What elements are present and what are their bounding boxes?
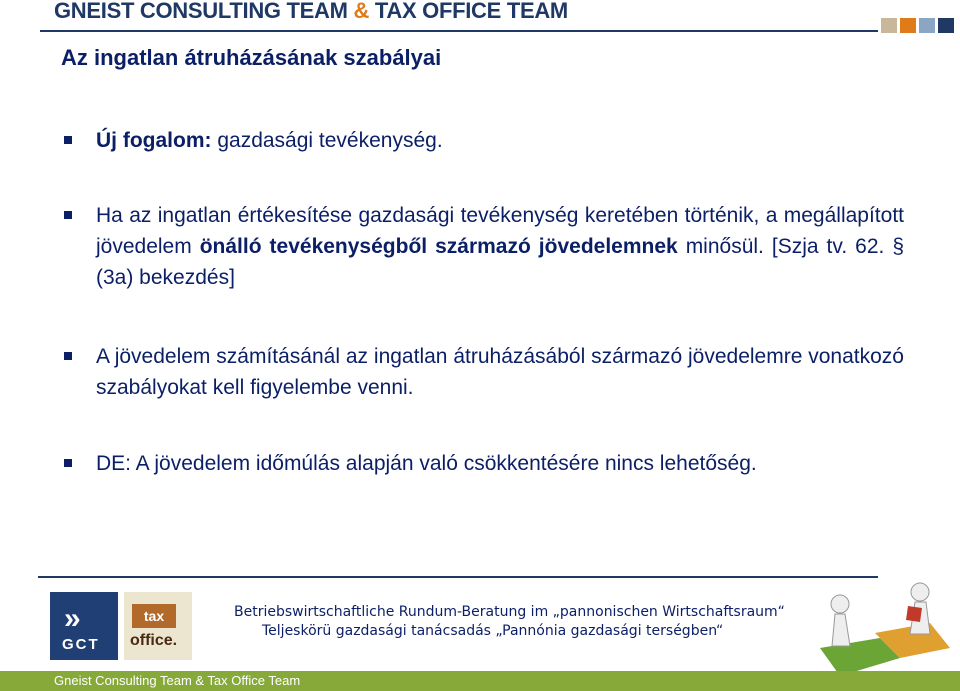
footer-band — [0, 671, 960, 691]
footer-tagline-hu: Teljeskörü gazdasági tanácsadás „Pannónia gazdasági terségben“ — [262, 623, 724, 639]
puzzle-piece-red — [906, 606, 922, 622]
bottom-divider — [38, 576, 878, 578]
figure-head-right — [911, 583, 929, 601]
puzzle-figure-illustration — [780, 578, 960, 682]
square-1 — [881, 18, 897, 33]
bullet-2-text-b: minősül. [Szja tv. 62. § (3a) bekezdés] — [96, 235, 905, 289]
bullet-2-text-a: Ha az ingatlan értékesítése gazdasági tevékenység keretében történik, a megállapított jövedelem — [96, 204, 904, 258]
brand-part2: TAX OFFICE TEAM — [369, 0, 568, 23]
square-2 — [900, 18, 916, 33]
gct-logo — [50, 592, 118, 660]
bullet-1-text: gazdasági tevékenység. — [211, 129, 443, 152]
bullet-4-text: DE: A jövedelem időmúlás alapján való csökkentésére nincs lehetőség. — [96, 452, 757, 475]
footer-band-text: Gneist Consulting Team & Tax Office Team — [54, 673, 301, 688]
figure-head-left — [831, 595, 849, 613]
brand-header — [54, 0, 568, 24]
bullet-2-bold: önálló tevékenységből származó jövedelemnek — [199, 235, 678, 258]
bullet-3-text: A jövedelem számításánál az ingatlan átruházásából származó jövedelemre vonatkozó szabályokat kell figyelembe venni. — [96, 345, 904, 399]
square-4 — [938, 18, 954, 33]
bullet-new-concept — [62, 125, 904, 156]
gct-logo-text: GCT — [62, 636, 100, 653]
footer-tagline-de: Betriebswirtschaftliche Rundum-Beratung im „pannonischen Wirtschaftsraum“ — [234, 604, 785, 620]
brand-part1: GNEIST CONSULTING TEAM — [54, 0, 354, 23]
brand-ampersand: & — [353, 0, 370, 23]
tax-office-logo — [124, 592, 192, 660]
decorative-squares — [881, 18, 954, 33]
slide-title: Az ingatlan átruházásának szabályai — [61, 45, 442, 70]
tax-logo-office: office. — [130, 632, 178, 649]
square-3 — [919, 18, 935, 33]
tax-logo-tag: tax — [132, 604, 176, 628]
chevron-right-icon: » — [64, 602, 75, 635]
top-divider — [40, 30, 878, 32]
figure-body-left — [832, 614, 850, 646]
bullet-independent-income — [62, 200, 904, 293]
bullet-no-reduction — [62, 448, 904, 479]
bullet-calculation-rules — [62, 341, 904, 403]
bullet-1-bold: Új fogalom: — [96, 129, 212, 152]
